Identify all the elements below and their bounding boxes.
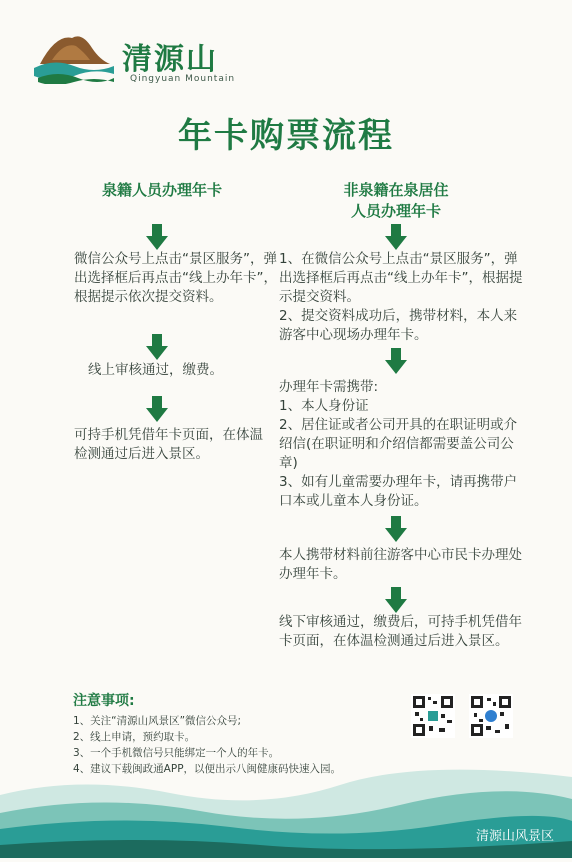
right-heading-line2: 人员办理年卡	[350, 202, 441, 220]
right-step-3: 本人携带材料前往游客中心市民卡办理处办理年卡。	[279, 547, 522, 582]
carry-item-2: 2、居住证或者公司开具的在职证明或介绍信(在职证明和介绍信都需要盖公司公章)	[279, 417, 518, 471]
arrow-down-icon	[146, 396, 168, 422]
left-step-1: 微信公众号上点击“景区服务”，弹出选择框后再点击“线上办年卡”，根据提示依次提交资料。	[74, 251, 277, 305]
note-item: 2、线上申请，预约取卡。	[73, 731, 196, 743]
brand-name-en: Qingyuan Mountain	[130, 74, 236, 84]
carry-title: 办理年卡需携带:	[279, 379, 379, 395]
right-step-2: 2、提交资料成功后，携带材料，本人来游客中心现场办理年卡。	[279, 308, 518, 343]
note-item: 4、建议下载闽政通APP，以便出示八闽健康码快速入园。	[73, 763, 342, 775]
arrow-down-icon	[385, 348, 407, 374]
brand-name: 清源山	[122, 42, 218, 77]
page-title: 年卡购票流程	[178, 116, 394, 156]
carry-item-3: 3、如有儿童需要办理年卡，请再携带户口本或儿童本人身份证。	[279, 474, 518, 509]
arrow-down-icon	[385, 587, 407, 613]
notes-title: 注意事项:	[73, 693, 135, 709]
note-item: 1、关注“清源山风景区”微信公众号;	[73, 715, 242, 727]
arrow-down-icon	[385, 516, 407, 542]
qr-code-icon	[411, 694, 455, 738]
left-step-3: 可持手机凭借年卡页面，在体温检测通过后进入景区。	[74, 427, 263, 462]
right-step-1: 1、在微信公众号上点击“景区服务”，弹出选择框后再点击“线上办年卡”，根据提示提交资料。	[279, 251, 523, 305]
footer-text: 清源山风景区	[475, 829, 554, 844]
logo-icon	[34, 24, 114, 84]
note-item: 3、一个手机微信号只能绑定一个人的年卡。	[73, 747, 280, 759]
qr-code-icon	[469, 694, 513, 738]
arrow-down-icon	[146, 224, 168, 250]
right-heading-line1: 非泉籍在泉居住	[343, 181, 449, 199]
arrow-down-icon	[146, 334, 168, 360]
left-step-2: 线上审核通过，缴费。	[88, 362, 223, 378]
carry-item-1: 1、本人身份证	[279, 398, 369, 414]
arrow-down-icon	[385, 224, 407, 250]
left-heading: 泉籍人员办理年卡	[101, 181, 222, 199]
right-step-4: 线下审核通过，缴费后，可持手机凭借年卡页面，在体温检测通过后进入景区。	[279, 614, 522, 649]
